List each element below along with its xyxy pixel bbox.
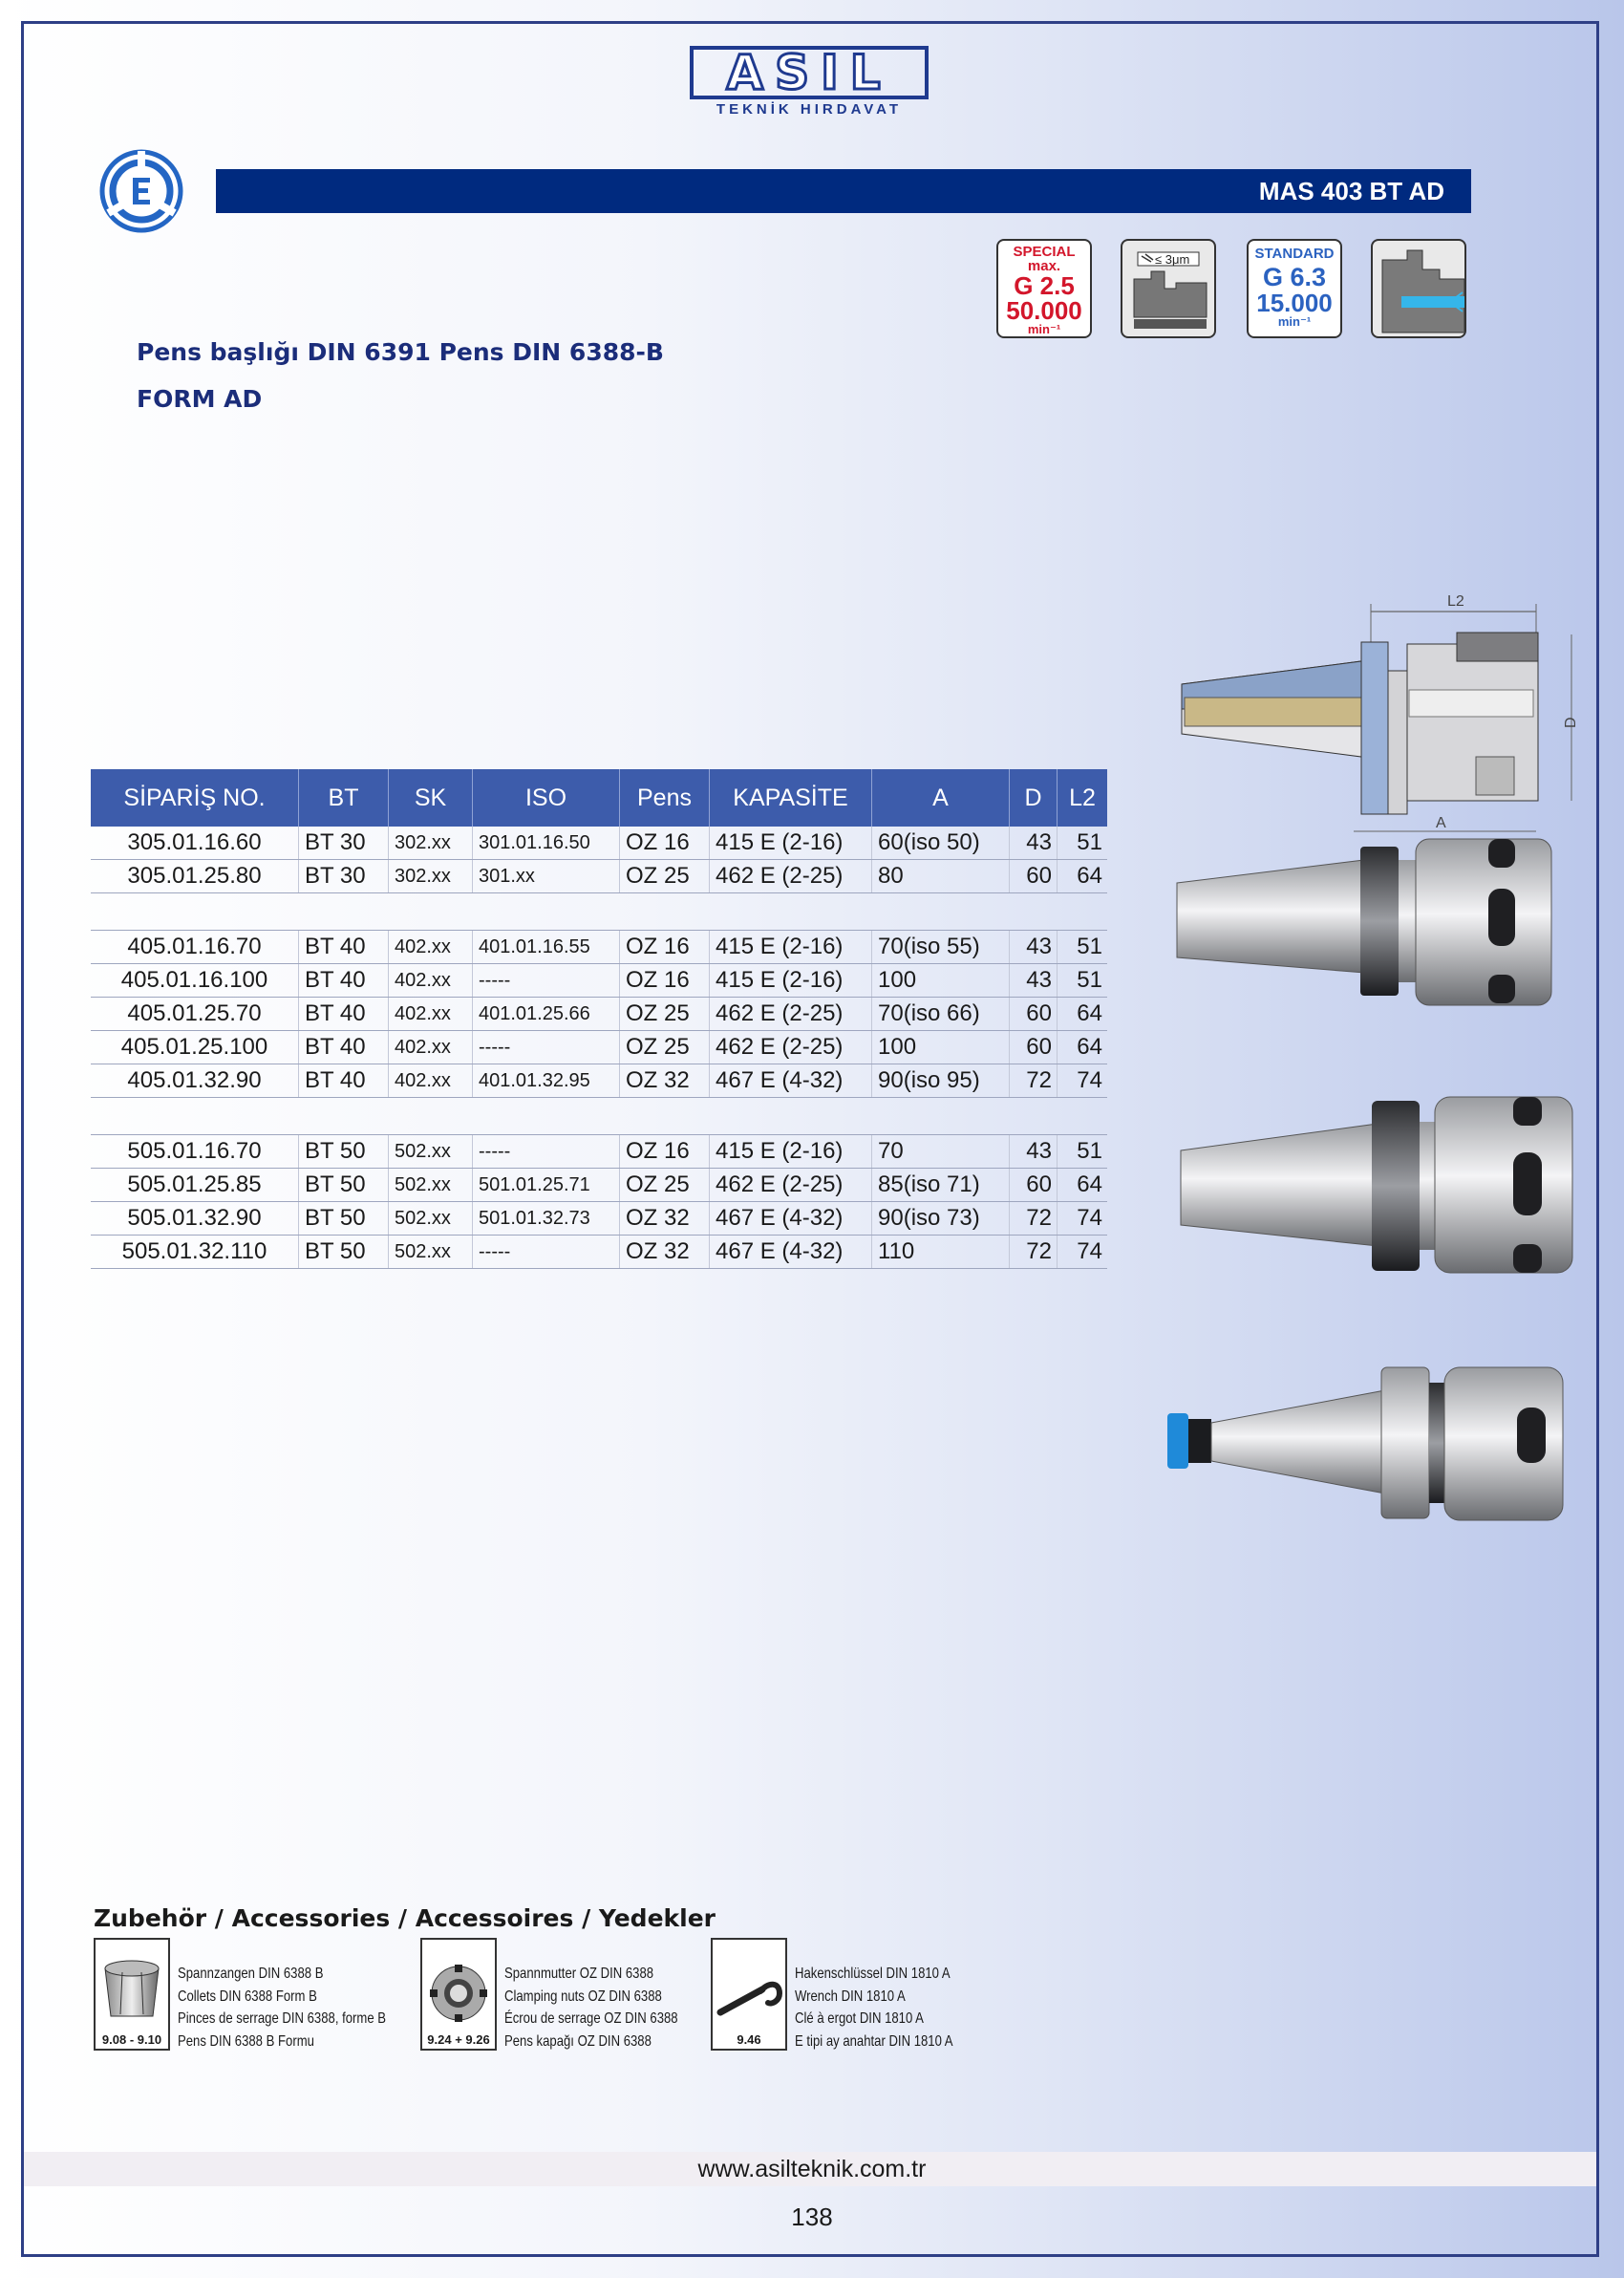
cell-l2: 74 bbox=[1077, 1205, 1102, 1231]
badge-standard-rpm: 15.000 bbox=[1256, 289, 1333, 317]
accessory-description bbox=[178, 1963, 386, 2052]
cell-iso: 401.01.25.66 bbox=[473, 998, 620, 1030]
cell-a: 100 bbox=[872, 1031, 1010, 1064]
table-row bbox=[91, 1202, 1107, 1236]
cell-l2: 64 bbox=[1077, 1034, 1102, 1060]
cell-order-no: 405.01.32.90 bbox=[91, 1064, 299, 1097]
cell-a: 85(iso 71) bbox=[872, 1169, 1010, 1201]
clamping-nut-icon bbox=[422, 1940, 495, 2031]
cell-bt: BT 50 bbox=[299, 1135, 389, 1168]
badge-special-label: SPECIAL bbox=[1013, 244, 1076, 260]
table-row bbox=[91, 1064, 1107, 1098]
cell-sk: 402.xx bbox=[389, 1031, 473, 1064]
cell-sk: 302.xx bbox=[389, 860, 473, 892]
cell-pens: OZ 25 bbox=[620, 1169, 710, 1201]
table-row bbox=[91, 1236, 1107, 1269]
accessory-line: E tipi ay anahtar DIN 1810 A bbox=[795, 2032, 953, 2050]
accessories-title: Zubehör / Accessories / Accessoires / Yedekler bbox=[94, 1904, 716, 1932]
cell-bt: BT 50 bbox=[299, 1236, 389, 1268]
cell-capacity: 467 E (4-32) bbox=[710, 1202, 872, 1235]
badge-special-grade: G 2.5 bbox=[1014, 271, 1075, 300]
cell-iso: 401.01.16.55 bbox=[473, 931, 620, 963]
cell-sk: 502.xx bbox=[389, 1135, 473, 1168]
brand-subtitle: TEKNİK HIRDAVAT bbox=[716, 101, 903, 118]
cell-order-no: 405.01.16.70 bbox=[91, 931, 299, 963]
cell-a: 90(iso 95) bbox=[872, 1064, 1010, 1097]
page-number: 138 bbox=[791, 2203, 833, 2231]
brand-logo bbox=[686, 46, 932, 122]
cell-d: 72 bbox=[1010, 1064, 1058, 1097]
cell-sk: 302.xx bbox=[389, 827, 473, 859]
manufacturer-emblem-icon bbox=[99, 149, 183, 233]
cell-d: 60 bbox=[1010, 998, 1058, 1030]
col-iso: ISO bbox=[473, 769, 620, 827]
cell-a: 110 bbox=[872, 1236, 1010, 1268]
cell-bt: BT 50 bbox=[299, 1169, 389, 1201]
product-table bbox=[91, 769, 1107, 1305]
cell-a: 70 bbox=[872, 1135, 1010, 1168]
cell-capacity: 462 E (2-25) bbox=[710, 1169, 872, 1201]
dim-a-label: A bbox=[1436, 815, 1446, 831]
cell-pens: OZ 25 bbox=[620, 1031, 710, 1064]
cell-d: 72 bbox=[1010, 1236, 1058, 1268]
table-row bbox=[91, 931, 1107, 964]
cell-order-no: 305.01.25.80 bbox=[91, 860, 299, 892]
cell-a: 70(iso 66) bbox=[872, 998, 1010, 1030]
cell-bt: BT 30 bbox=[299, 827, 389, 859]
runout-badge bbox=[1121, 239, 1216, 338]
col-a: A bbox=[872, 769, 1010, 827]
cell-capacity: 462 E (2-25) bbox=[710, 860, 872, 892]
collet-icon bbox=[96, 1940, 168, 2031]
table-row bbox=[91, 1031, 1107, 1064]
cell-iso: ----- bbox=[473, 1236, 620, 1268]
cell-d: 43 bbox=[1010, 1135, 1058, 1168]
col-capacity: KAPASİTE bbox=[710, 769, 872, 827]
cell-pens: OZ 16 bbox=[620, 827, 710, 859]
table-group bbox=[91, 1134, 1107, 1269]
cell-a: 100 bbox=[872, 964, 1010, 997]
cell-d: 60 bbox=[1010, 1031, 1058, 1064]
table-group bbox=[91, 930, 1107, 1098]
cell-a: 60(iso 50) bbox=[872, 827, 1010, 859]
website-link[interactable]: www.asilteknik.com.tr bbox=[697, 2156, 927, 2182]
cell-pens: OZ 16 bbox=[620, 964, 710, 997]
accessory-wrench bbox=[711, 1938, 988, 2052]
cell-bt: BT 40 bbox=[299, 931, 389, 963]
col-pens: Pens bbox=[620, 769, 710, 827]
table-body bbox=[91, 827, 1107, 1269]
cell-iso: 301.01.16.50 bbox=[473, 827, 620, 859]
product-form: FORM AD bbox=[137, 385, 263, 413]
cell-order-no: 505.01.32.90 bbox=[91, 1202, 299, 1235]
cell-bt: BT 40 bbox=[299, 998, 389, 1030]
col-sk: SK bbox=[389, 769, 473, 827]
cell-l2: 74 bbox=[1077, 1238, 1102, 1264]
table-row bbox=[91, 1169, 1107, 1202]
accessory-clamping-nuts bbox=[420, 1938, 716, 2052]
cell-order-no: 505.01.25.85 bbox=[91, 1169, 299, 1201]
cell-order-no: 405.01.16.100 bbox=[91, 964, 299, 997]
cell-l2: 51 bbox=[1077, 1138, 1102, 1164]
cell-l2: 64 bbox=[1077, 1000, 1102, 1026]
accessory-line: Hakenschlüssel DIN 1810 A bbox=[795, 1966, 951, 1982]
cell-sk: 502.xx bbox=[389, 1169, 473, 1201]
product-code-bar bbox=[216, 169, 1471, 213]
accessory-description bbox=[795, 1963, 953, 2052]
cell-pens: OZ 16 bbox=[620, 931, 710, 963]
accessory-line: Collets DIN 6388 Form B bbox=[178, 1988, 317, 2005]
col-l2: L2 bbox=[1069, 784, 1096, 811]
cell-order-no: 505.01.32.110 bbox=[91, 1236, 299, 1268]
cell-iso: 501.01.32.73 bbox=[473, 1202, 620, 1235]
cell-capacity: 415 E (2-16) bbox=[710, 931, 872, 963]
cell-a: 90(iso 73) bbox=[872, 1202, 1010, 1235]
accessory-description bbox=[504, 1963, 678, 2052]
table-group bbox=[91, 827, 1107, 893]
cell-d: 60 bbox=[1010, 1169, 1058, 1201]
special-balance-badge bbox=[996, 239, 1092, 338]
cell-l2: 64 bbox=[1077, 1171, 1102, 1197]
accessory-ref: 9.46 bbox=[737, 2032, 761, 2047]
dim-l2-label: L2 bbox=[1447, 593, 1464, 610]
table-row bbox=[91, 998, 1107, 1031]
cell-pens: OZ 16 bbox=[620, 1135, 710, 1168]
table-header bbox=[91, 769, 1107, 827]
cell-order-no: 505.01.16.70 bbox=[91, 1135, 299, 1168]
col-d: D bbox=[1010, 769, 1058, 827]
cell-capacity: 415 E (2-16) bbox=[710, 827, 872, 859]
accessory-line: Wrench DIN 1810 A bbox=[795, 1988, 906, 2005]
accessory-image bbox=[94, 1938, 170, 2051]
cell-bt: BT 40 bbox=[299, 1031, 389, 1064]
cell-sk: 402.xx bbox=[389, 964, 473, 997]
product-photo-bt50 bbox=[1165, 1362, 1567, 1524]
cell-capacity: 462 E (2-25) bbox=[710, 1031, 872, 1064]
cell-sk: 402.xx bbox=[389, 931, 473, 963]
accessory-ref: 9.24 + 9.26 bbox=[427, 2032, 490, 2047]
col-order-no: SİPARİŞ NO. bbox=[91, 769, 299, 827]
accessory-line: Clamping nuts OZ DIN 6388 bbox=[504, 1988, 662, 2005]
brand-name: ASIL bbox=[690, 46, 929, 99]
accessory-collets bbox=[94, 1938, 432, 2052]
cell-sk: 402.xx bbox=[389, 1064, 473, 1097]
accessory-line: Spannmutter OZ DIN 6388 bbox=[504, 1966, 654, 1982]
cell-order-no: 405.01.25.70 bbox=[91, 998, 299, 1030]
hook-wrench-icon bbox=[713, 1940, 785, 2031]
cell-a: 70(iso 55) bbox=[872, 931, 1010, 963]
accessory-line: Clé à ergot DIN 1810 A bbox=[795, 2010, 924, 2027]
cell-l2: 51 bbox=[1077, 829, 1102, 855]
cell-pens: OZ 32 bbox=[620, 1064, 710, 1097]
accessory-line: Pinces de serrage DIN 6388, forme B bbox=[178, 2010, 387, 2027]
cell-l2: 74 bbox=[1077, 1067, 1102, 1093]
table-row bbox=[91, 860, 1107, 893]
dim-d-label: D bbox=[1563, 717, 1579, 728]
cell-pens: OZ 25 bbox=[620, 860, 710, 892]
cell-l2: 64 bbox=[1077, 863, 1102, 889]
accessory-image bbox=[420, 1938, 497, 2051]
cell-iso: 501.01.25.71 bbox=[473, 1169, 620, 1201]
cell-iso: 301.xx bbox=[473, 860, 620, 892]
cell-bt: BT 40 bbox=[299, 1064, 389, 1097]
cell-capacity: 462 E (2-25) bbox=[710, 998, 872, 1030]
cell-pens: OZ 32 bbox=[620, 1202, 710, 1235]
badge-standard-unit: min⁻¹ bbox=[1277, 314, 1312, 329]
product-photo-bt30 bbox=[1173, 831, 1555, 1009]
cell-bt: BT 30 bbox=[299, 860, 389, 892]
badge-standard-label: STANDARD bbox=[1254, 246, 1335, 262]
badge-special-unit: min⁻¹ bbox=[1027, 322, 1061, 336]
accessory-image bbox=[711, 1938, 787, 2051]
badge-special-rpm: 50.000 bbox=[1006, 296, 1082, 325]
accessory-line: Pens kapağı OZ DIN 6388 bbox=[504, 2032, 652, 2050]
cell-bt: BT 40 bbox=[299, 964, 389, 997]
runout-tolerance: ≤ 3μm bbox=[1155, 252, 1190, 267]
cell-sk: 402.xx bbox=[389, 998, 473, 1030]
cell-pens: OZ 32 bbox=[620, 1236, 710, 1268]
cell-capacity: 467 E (4-32) bbox=[710, 1236, 872, 1268]
product-photo-bt40 bbox=[1177, 1089, 1578, 1280]
coolant-badge bbox=[1371, 239, 1466, 338]
technical-drawing bbox=[1170, 585, 1591, 833]
badge-special-max: max. bbox=[1027, 258, 1061, 274]
cell-l2: 51 bbox=[1077, 967, 1102, 993]
cell-iso: ----- bbox=[473, 1135, 620, 1168]
accessory-line: Pens DIN 6388 B Formu bbox=[178, 2032, 314, 2050]
cell-order-no: 305.01.16.60 bbox=[91, 827, 299, 859]
cell-capacity: 467 E (4-32) bbox=[710, 1064, 872, 1097]
product-code: MAS 403 BT AD bbox=[1258, 176, 1444, 205]
cell-order-no: 405.01.25.100 bbox=[91, 1031, 299, 1064]
accessory-line: Spannzangen DIN 6388 B bbox=[178, 1966, 324, 1982]
cell-pens: OZ 25 bbox=[620, 998, 710, 1030]
cell-iso: ----- bbox=[473, 964, 620, 997]
cell-d: 60 bbox=[1010, 860, 1058, 892]
cell-iso: 401.01.32.95 bbox=[473, 1064, 620, 1097]
cell-d: 43 bbox=[1010, 964, 1058, 997]
accessory-line: Écrou de serrage OZ DIN 6388 bbox=[504, 2010, 678, 2027]
cell-l2: 51 bbox=[1077, 934, 1102, 959]
table-row bbox=[91, 827, 1107, 860]
cell-sk: 502.xx bbox=[389, 1202, 473, 1235]
cell-capacity: 415 E (2-16) bbox=[710, 964, 872, 997]
cell-capacity: 415 E (2-16) bbox=[710, 1135, 872, 1168]
cell-bt: BT 50 bbox=[299, 1202, 389, 1235]
cell-a: 80 bbox=[872, 860, 1010, 892]
product-description: Pens başlığı DIN 6391 Pens DIN 6388-B bbox=[137, 338, 664, 366]
table-row bbox=[91, 1135, 1107, 1169]
cell-sk: 502.xx bbox=[389, 1236, 473, 1268]
cell-d: 72 bbox=[1010, 1202, 1058, 1235]
badge-standard-grade: G 6.3 bbox=[1262, 263, 1327, 291]
cell-d: 43 bbox=[1010, 931, 1058, 963]
coolant-through-icon bbox=[1373, 241, 1466, 338]
accessory-ref: 9.08 - 9.10 bbox=[101, 2032, 162, 2047]
col-bt: BT bbox=[299, 769, 389, 827]
table-row bbox=[91, 964, 1107, 998]
cell-iso: ----- bbox=[473, 1031, 620, 1064]
cell-d: 43 bbox=[1010, 827, 1058, 859]
standard-balance-badge bbox=[1247, 239, 1342, 338]
